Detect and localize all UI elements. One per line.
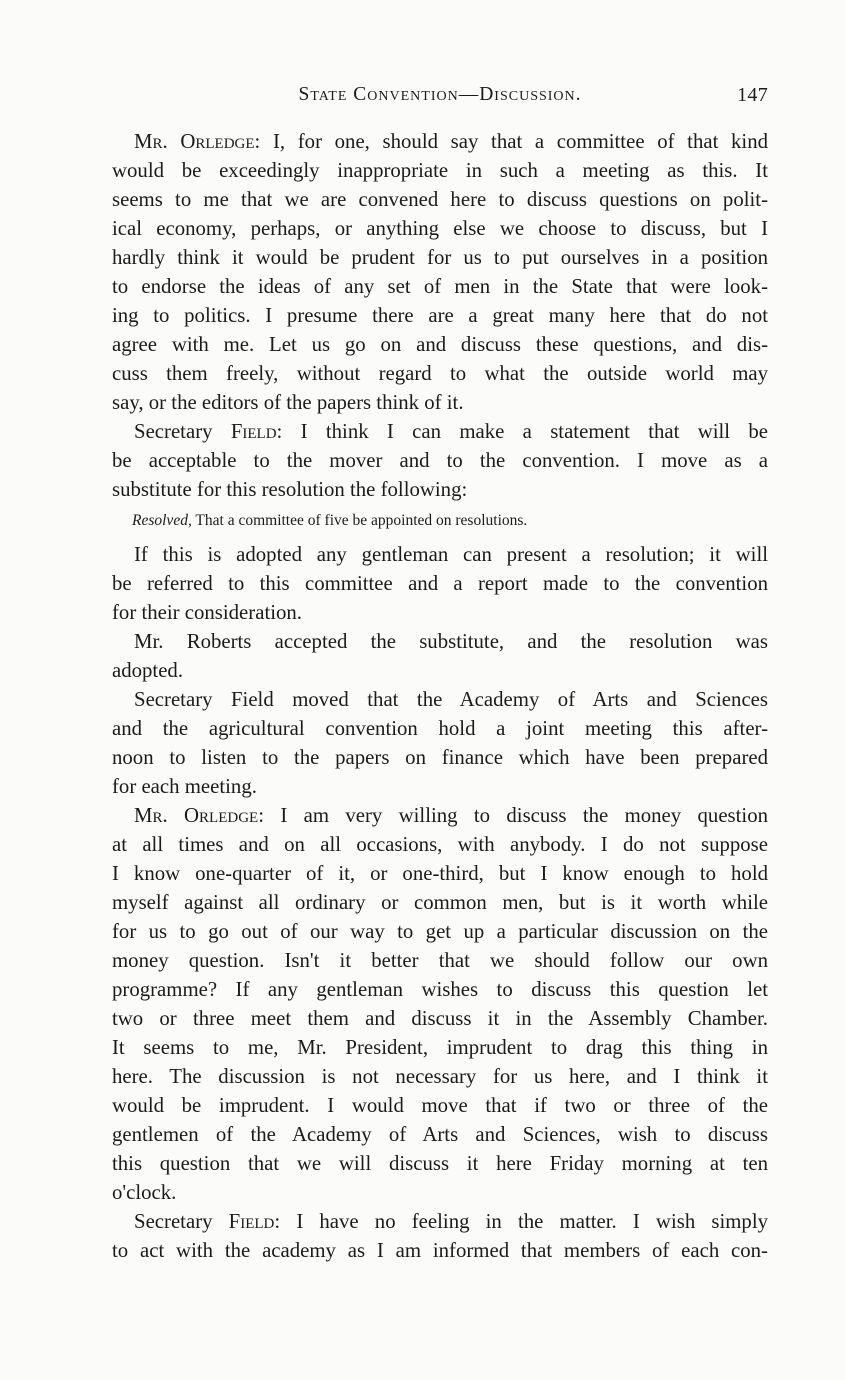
text-line: be acceptable to the mover and to the convention. I move as a xyxy=(112,449,768,472)
paragraph-orledge-1 xyxy=(112,127,768,417)
speaker-name: Field: xyxy=(230,420,283,443)
speaker-name: Mr. Orledge: xyxy=(134,804,264,827)
text-line: myself against all ordinary or common men, but is it worth while xyxy=(112,891,768,914)
page-number: 147 xyxy=(737,84,768,106)
resolution xyxy=(112,508,768,534)
text-line: Secretary Field moved that the Academy of Arts and Sciences xyxy=(134,688,768,711)
text-line: would be imprudent. I would move that if two or three of the xyxy=(112,1094,768,1117)
text-line: say, or the editors of the papers think of it. xyxy=(112,391,464,414)
text-line: this question that we will discuss it here Friday morning at ten xyxy=(112,1152,768,1175)
running-head xyxy=(112,84,768,114)
text-line: to act with the academy as I am informed that members of each con- xyxy=(112,1239,768,1262)
paragraph-if-adopted xyxy=(112,540,768,627)
speaker-name: Mr. Orledge: xyxy=(134,130,261,153)
text-line: ical economy, perhaps, or anything else we choose to discuss, but I xyxy=(112,217,768,240)
speaker-name: Field: xyxy=(228,1210,281,1233)
text-line: It seems to me, Mr. President, imprudent to drag this thing in xyxy=(112,1036,768,1059)
text-line: would be exceedingly inappropriate in such a meeting as this. It xyxy=(112,159,768,182)
paragraph-roberts xyxy=(112,627,768,685)
text-line: and the agricultural convention hold a joint meeting this after- xyxy=(112,717,768,740)
text-line: at all times and on all occasions, with anybody. I do not suppose xyxy=(112,833,768,856)
text-line: seems to me that we are convened here to discuss questions on polit- xyxy=(112,188,768,211)
text-line: adopted. xyxy=(112,659,184,682)
text-line: cuss them freely, without regard to what the outside world may xyxy=(112,362,768,385)
text-line: substitute for this resolution the following: xyxy=(112,478,468,501)
text-line: Mr. Roberts accepted the substitute, and the resolution was xyxy=(134,630,768,653)
paragraph-field-2 xyxy=(112,1207,768,1265)
text-line: Secretary Field: I have no feeling in the matter. I wish simply xyxy=(134,1210,768,1233)
text-line: here. The discussion is not necessary for us here, and I think it xyxy=(112,1065,768,1088)
text-line: o'clock. xyxy=(112,1181,177,1204)
text-line: ing to politics. I presume there are a great many here that do not xyxy=(112,304,768,327)
text-line: I know one-quarter of it, or one-third, but I know enough to hold xyxy=(112,862,768,885)
text-line: If this is adopted any gentleman can present a resolution; it will xyxy=(134,543,768,566)
resolution-label: Resolved, xyxy=(132,512,192,529)
text-line: gentlemen of the Academy of Arts and Sciences, wish to discuss xyxy=(112,1123,768,1146)
resolution-text: That a committee of five be appointed on resolutions. xyxy=(191,512,528,529)
text-line: Mr. Orledge: I, for one, should say that a committee of that kind xyxy=(134,130,768,153)
text-line: for their consideration. xyxy=(112,601,302,624)
page-body xyxy=(112,127,768,1265)
paragraph-orledge-2 xyxy=(112,801,768,1207)
text-line: to endorse the ideas of any set of men in the State that were look- xyxy=(112,275,768,298)
text-line: agree with me. Let us go on and discuss these questions, and dis- xyxy=(112,333,768,356)
text-line: for us to go out of our way to get up a particular discussion on the xyxy=(112,920,768,943)
paragraph-field-motion xyxy=(112,685,768,801)
text-line: two or three meet them and discuss it in the Assembly Chamber. xyxy=(112,1007,768,1030)
text-line: hardly think it would be prudent for us to put ourselves in a position xyxy=(112,246,768,269)
text-line: Secretary Field: I think I can make a statement that will be xyxy=(134,420,768,443)
text-line: for each meeting. xyxy=(112,775,257,798)
text-line: be referred to this committee and a report made to the convention xyxy=(112,572,768,595)
paragraph-field-1 xyxy=(112,417,768,504)
running-head-title: State Convention—Discussion. xyxy=(298,84,582,105)
text-line: money question. Isn't it better that we should follow our own xyxy=(112,949,768,972)
text-line: programme? If any gentleman wishes to discuss this question let xyxy=(112,978,768,1001)
text-line: Mr. Orledge: I am very willing to discuss the money question xyxy=(134,804,768,827)
text-line: noon to listen to the papers on finance which have been prepared xyxy=(112,746,768,769)
